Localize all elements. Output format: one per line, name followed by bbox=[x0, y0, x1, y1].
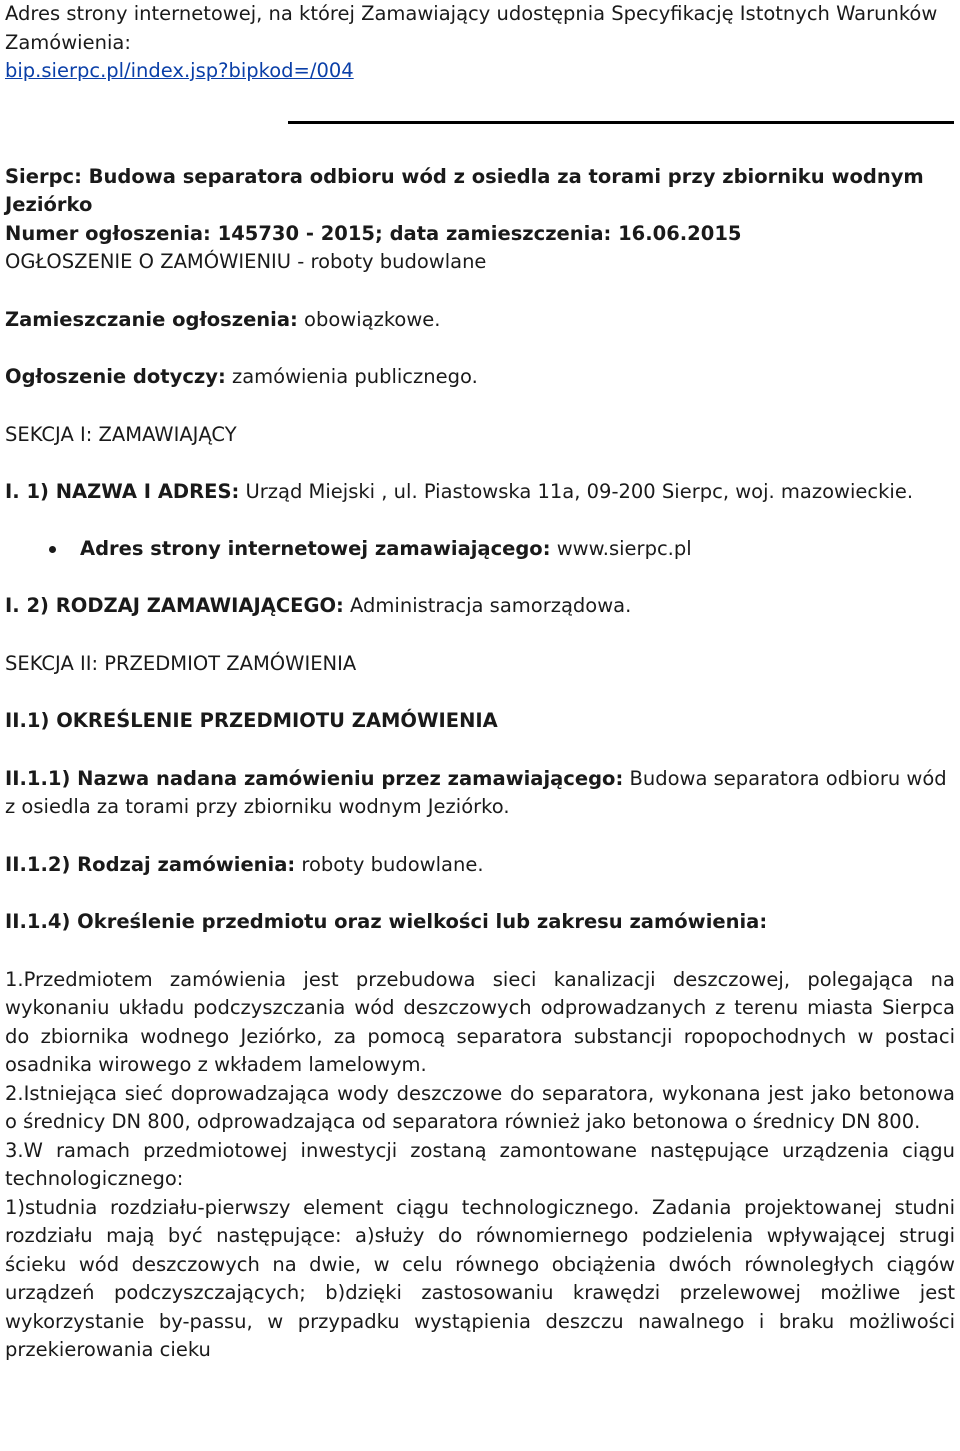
contract-name-line bbox=[5, 765, 955, 822]
placement-label: Zamieszczanie ogłoszenia: bbox=[5, 307, 298, 331]
contracting-authority-line bbox=[5, 478, 955, 507]
authority-type-value: Administracja samorządowa. bbox=[350, 594, 632, 617]
bullet-icon bbox=[49, 546, 56, 553]
notice-title: Sierpc: Budowa separatora odbioru wód z osiedla za torami przy zbiorniku wodnym Jeziórko bbox=[5, 164, 924, 216]
contracting-authority-value: Urząd Miejski , ul. Piastowska 11a, 09-200 Sierpc, woj. mazowieckie. bbox=[245, 480, 914, 503]
contract-kind-label: II.1.2) Rodzaj zamówienia: bbox=[5, 852, 296, 876]
scope-paragraph-3: 3.W ramach przedmiotowej inwestycji zostaną zamontowane następujące urządzenia ciągu technologicznego: bbox=[5, 1138, 955, 1190]
contract-kind-value: roboty budowlane. bbox=[301, 852, 484, 876]
website-list-item bbox=[5, 535, 955, 564]
horizontal-rule bbox=[288, 121, 954, 124]
placement-value: obowiązkowe. bbox=[304, 307, 441, 331]
contract-name-value: Budowa separatora odbioru wód z osiedla za torami przy zbiorniku wodnym Jeziórko. bbox=[5, 766, 947, 818]
section-2-heading: SEKCJA II: PRZEDMIOT ZAMÓWIENIA bbox=[5, 651, 357, 675]
scope-paragraph-4: 1)studnia rozdziału-pierwszy element ciągu technologicznego. Zadania projektowanej studni rozdziału mają być następujące: a)służy do równomiernego podzielenia wpływającej strugi ścieku wód deszczowych na dwie, w celu równego obciążenia dwóch równoległych ciągów urządzeń podczyszczających; b)dzięki zastosowaniu krawędzi przelewowej możliwe jest wykorzystanie by-passu, w przypadku wystąpienia deszczu nawalnego i braku możliwości przekierowania cieku bbox=[5, 1195, 955, 1361]
scope-heading: II.1.4) Określenie przedmiotu oraz wielkości lub zakresu zamówienia: bbox=[5, 910, 768, 933]
scope-paragraph-1: 1.Przedmiotem zamówienia jest przebudowa sieci kanalizacji deszczowej, polegająca na wykonaniu układu podczyszczania wód deszczowych odprowadzanych z terenu miasta Sierpca do zbiornika wodnego Jeziórko, za pomocą separatora substancji ropopochodnych w postaci osadnika wirowego z wkładem lamelowym. bbox=[5, 967, 955, 1076]
website-value: www.sierpc.pl bbox=[556, 536, 692, 560]
placement-line bbox=[5, 306, 955, 335]
scope-paragraph-2: 2.Istniejąca sieć doprowadzająca wody deszczowe do separatora, wykonana jest jako betonowa o średnicy DN 800, odprowadzająca od separatora również jako betonowa o średnicy DN 800. bbox=[5, 1081, 955, 1133]
contract-name-label: II.1.1) Nazwa nadana zamówieniu przez zamawiającego: bbox=[5, 766, 624, 790]
authority-type-label: I. 2) RODZAJ ZAMAWIAJĄCEGO: bbox=[5, 594, 344, 617]
siwz-address-link[interactable]: bip.sierpc.pl/index.jsp?bipkod=/004 bbox=[5, 59, 354, 82]
siwz-address-label: Adres strony internetowej, na której Zamawiający udostępnia Specyfikację Istotnych Warunków Zamówienia: bbox=[5, 2, 938, 54]
section-2-subheading: II.1) OKREŚLENIE PRZEDMIOTU ZAMÓWIENIA bbox=[5, 709, 498, 732]
notice-header bbox=[5, 163, 955, 277]
contract-kind-line bbox=[5, 851, 955, 880]
concerns-value: zamówienia publicznego. bbox=[231, 365, 478, 388]
siwz-address-link-line bbox=[5, 57, 955, 86]
concerns-label: Ogłoszenie dotyczy: bbox=[5, 365, 226, 388]
authority-type-line bbox=[5, 592, 955, 621]
notice-number: Numer ogłoszenia: 145730 - 2015; data zamieszczenia: 16.06.2015 bbox=[5, 221, 742, 245]
section-1-heading: SEKCJA I: ZAMAWIAJĄCY bbox=[5, 422, 237, 446]
website-label: Adres strony internetowej zamawiającego: bbox=[80, 536, 551, 560]
contracting-authority-label: I. 1) NAZWA I ADRES: bbox=[5, 480, 240, 503]
concerns-line bbox=[5, 363, 955, 392]
notice-type: OGŁOSZENIE O ZAMÓWIENIU - roboty budowlane bbox=[5, 250, 487, 273]
